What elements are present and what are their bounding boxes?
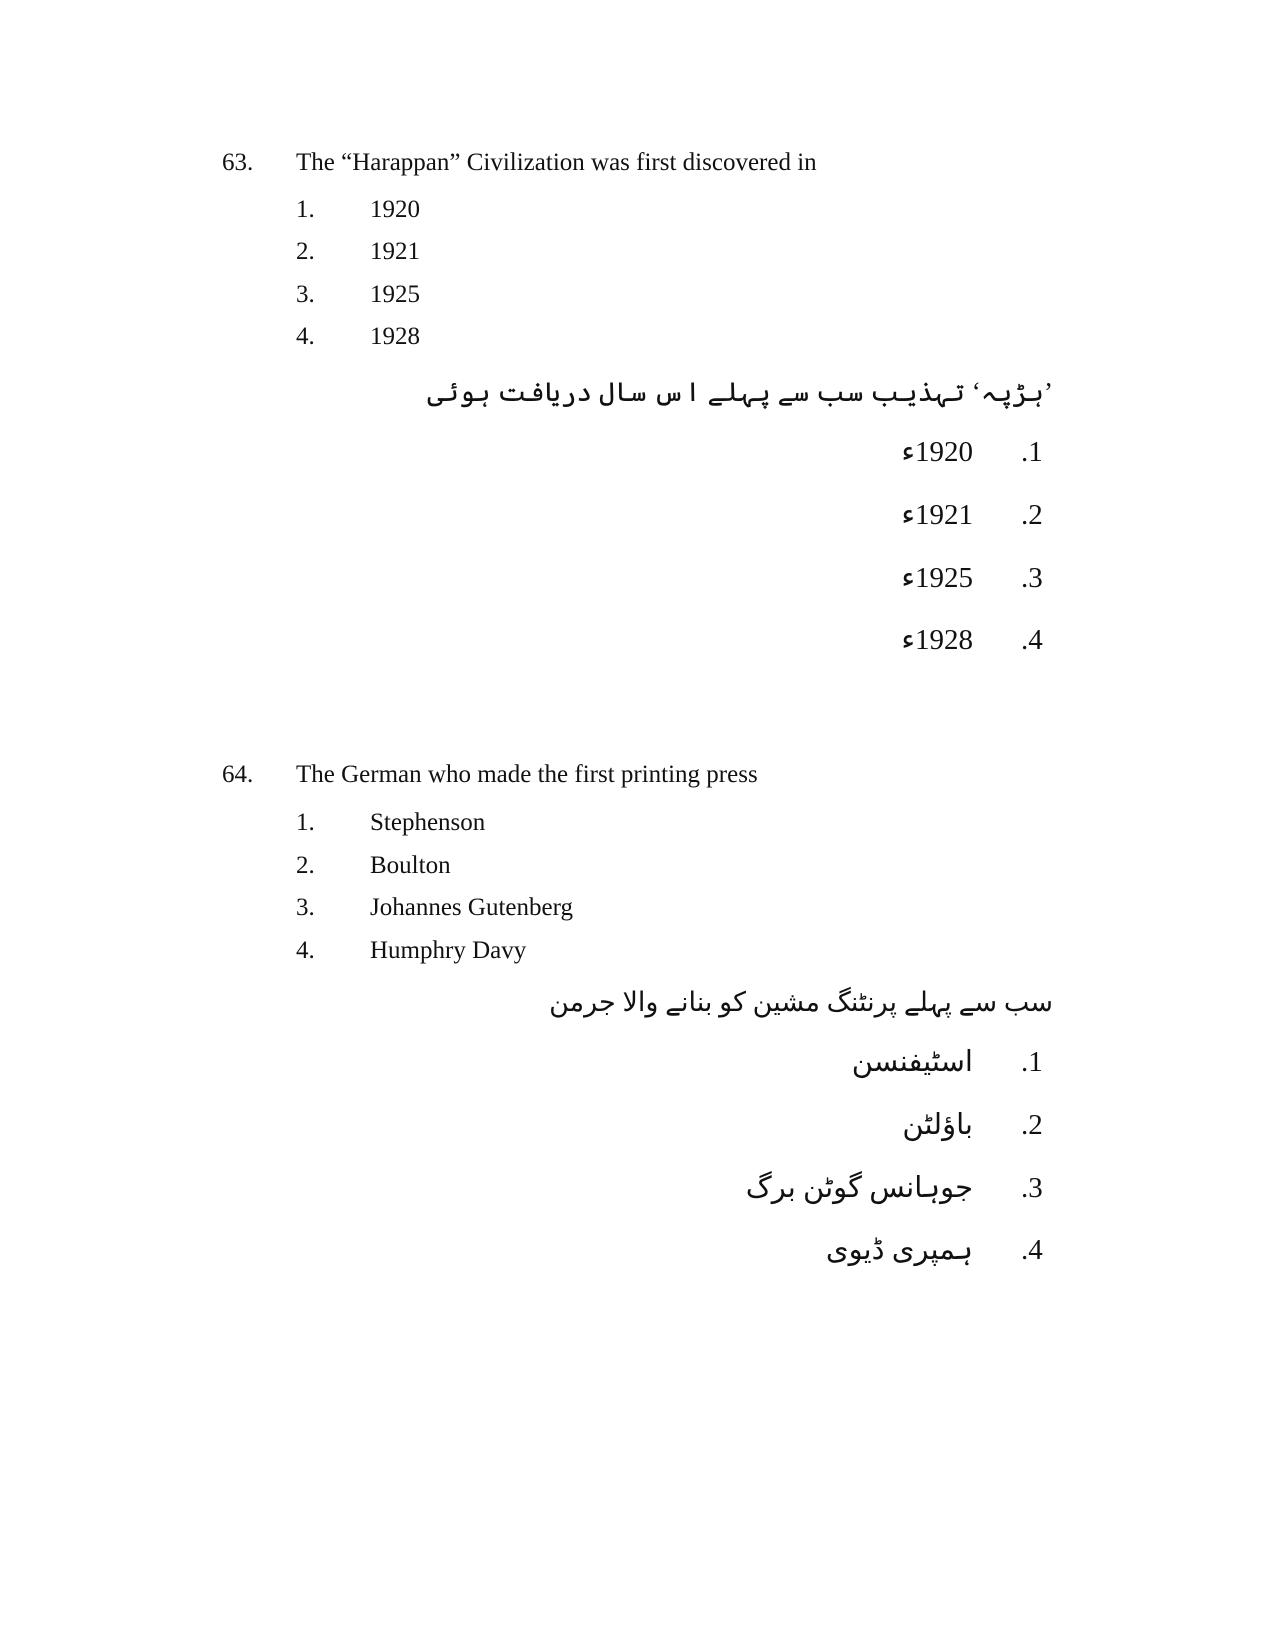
urdu-option-3 [746, 1168, 1053, 1208]
question-64 [222, 760, 758, 790]
option-number: 3. [296, 894, 315, 921]
urdu-option-number: .1 [1021, 436, 1043, 468]
urdu-option-text: 1928ء [901, 624, 973, 656]
urdu-question-64: سب سے پہلے پرنٹنگ مشین کو بنانے والا جرمن [549, 987, 1053, 1017]
urdu-option-3 [901, 558, 1053, 598]
option-2 [296, 851, 451, 881]
urdu-option-number: .3 [1021, 562, 1043, 594]
urdu-question-63: ’ہڑپہ‘ تہذیب سب سے پہلے اس سال دریافت ہوئی [427, 377, 1053, 407]
option-3 [296, 893, 573, 923]
urdu-option-number: .2 [1021, 1109, 1043, 1141]
option-1 [296, 195, 420, 225]
option-text: 1921 [370, 238, 420, 265]
urdu-option-text: باؤلٹن [902, 1109, 973, 1141]
urdu-option-4 [826, 1230, 1053, 1270]
option-number: 4. [296, 937, 315, 964]
urdu-option-text: 1920ء [901, 436, 973, 468]
option-1 [296, 808, 485, 838]
urdu-option-text: 1921ء [901, 499, 973, 531]
option-text: Stephenson [370, 809, 486, 836]
urdu-option-text: 1925ء [901, 562, 973, 594]
urdu-option-text: اسٹیفنسن [851, 1046, 973, 1078]
option-4 [296, 936, 526, 966]
option-number: 2. [296, 852, 315, 879]
option-number: 1. [296, 196, 315, 223]
option-3 [296, 280, 420, 310]
question-text: The “Harappan” Civilization was first discovered in [296, 149, 817, 176]
urdu-option-number: .1 [1021, 1046, 1043, 1078]
urdu-option-number: .4 [1021, 624, 1043, 656]
option-number: 1. [296, 809, 315, 836]
option-text: 1928 [370, 323, 420, 350]
urdu-option-1 [901, 432, 1053, 472]
option-4 [296, 322, 420, 352]
option-text: Boulton [370, 852, 451, 879]
urdu-option-2 [901, 495, 1053, 535]
urdu-option-4 [901, 620, 1053, 660]
question-number: 63. [222, 149, 254, 176]
urdu-option-number: .4 [1021, 1234, 1043, 1266]
option-text: Humphry Davy [370, 937, 527, 964]
urdu-option-2 [902, 1105, 1053, 1145]
urdu-option-text: ہمپری ڈیوی [825, 1234, 973, 1266]
option-number: 4. [296, 323, 315, 350]
option-number: 2. [296, 238, 315, 265]
option-text: 1925 [370, 281, 420, 308]
urdu-option-text: جوہانس گوٹن برگ [745, 1172, 973, 1204]
urdu-option-number: .3 [1021, 1172, 1043, 1204]
option-number: 3. [296, 281, 315, 308]
option-2 [296, 237, 420, 267]
urdu-option-number: .2 [1021, 499, 1043, 531]
question-number: 64. [222, 761, 254, 788]
option-text: Johannes Gutenberg [370, 894, 573, 921]
question-text: The German who made the first printing press [296, 761, 758, 788]
option-text: 1920 [370, 196, 420, 223]
question-63 [222, 148, 817, 178]
urdu-option-1 [852, 1042, 1053, 1082]
